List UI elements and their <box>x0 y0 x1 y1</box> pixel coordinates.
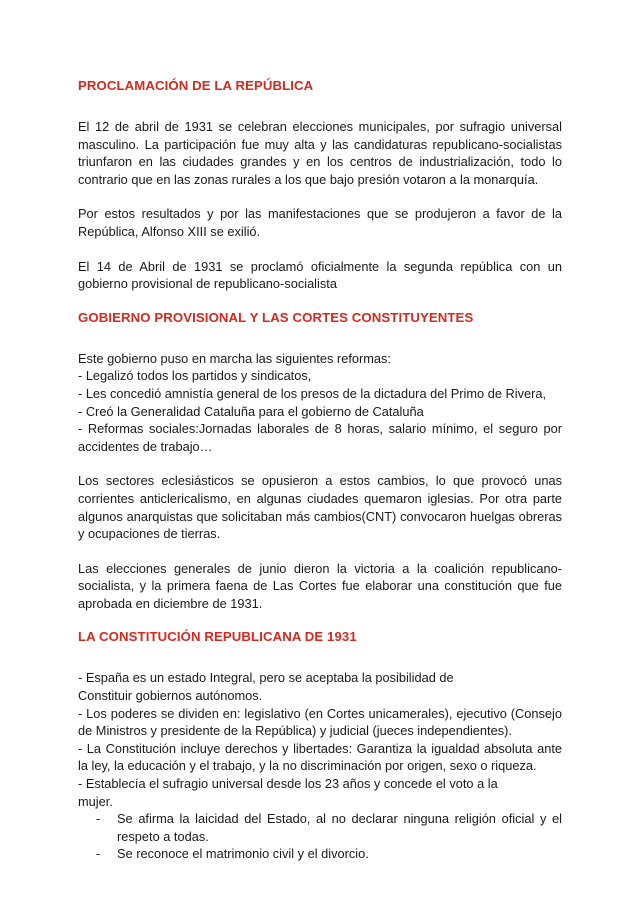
reforms-list <box>78 350 562 456</box>
heading-gobierno-provisional: GOBIERNO PROVISIONAL Y LAS CORTES CONSTITUYENTES <box>78 309 474 325</box>
dash-marker: - <box>96 846 101 862</box>
sublist-item-text: Se reconoce el matrimonio civil y el divorcio. <box>117 846 369 862</box>
reform-item: - Creó la Generalidad Cataluña para el gobierno de Cataluña <box>78 403 424 419</box>
sublist-item-text: Se afirma la laicidad del Estado, al no declarar ninguna religión oficial y el respeto a todas. <box>117 811 562 844</box>
paragraph-alfonso-exilio: Por estos resultados y por las manifestaciones que se produjeron a favor de la República, Alfonso XIII se exilió. <box>78 206 562 239</box>
sublist-item <box>78 845 562 863</box>
dash-marker: - <box>96 811 101 827</box>
reform-item: - Reformas sociales:Jornadas laborales de 8 horas, salario mínimo, el seguro por accidentes de trabajo… <box>78 421 562 454</box>
paragraph-sectores-eclesiasticos: Los sectores eclesiásticos se opusieron a estos cambios, lo que provocó unas corrientes anticlericalismo, en algunas ciudades quemaron iglesias. Por otra parte algunos anarquistas que solicitaban más cambios(CNT) convocaron huelgas obreras y ocupaciones de tierras. <box>78 473 562 542</box>
constitution-sublist <box>78 810 562 863</box>
sublist-item <box>78 810 562 845</box>
paragraph-elecciones-municipales: El 12 de abril de 1931 se celebran elecciones municipales, por sufragio universal masculino. La participación fue muy alta y las candidaturas republicano-socialistas triunfaron en las ciudades grandes y en los centros de industrialización, todo lo contrario que en las zonas rurales a los que bajo presión votaron a la monarquía. <box>78 119 562 187</box>
heading-constitucion: LA CONSTITUCIÓN REPUBLICANA DE 1931 <box>78 629 357 645</box>
constitution-line: - La Constitución incluye derechos y libertades: Garantiza la igualdad absoluta ante la ley, la educación y el trabajo, y la no discriminación por origen, sexo o riqueza. <box>78 740 562 774</box>
constitution-line: Constituir gobiernos autónomos. <box>78 688 263 704</box>
reform-item: - Legalizó todos los partidos y sindicatos, <box>78 368 312 384</box>
paragraph-elecciones-generales: Las elecciones generales de junio dieron la victoria a la coalición republicano-socialista, y la primera faena de Las Cortes fue elaborar una constitución que fue aprobada en diciembre de 1931. <box>78 560 562 611</box>
paragraph-proclamacion-oficial: El 14 de Abril de 1931 se proclamó oficialmente la segunda república con un gobierno provisional de republicano-socialista <box>78 258 562 292</box>
constitution-line: - Los poderes se dividen en: legislativo (en Cortes unicamerales), ejecutivo (Consejo de Ministros y presidente de la República) y judicial (jueces independientes). <box>78 705 562 739</box>
constitution-line: - España es un estado Integral, pero se aceptaba la posibilidad de <box>78 670 454 686</box>
reforms-intro: Este gobierno puso en marcha las siguientes reformas: <box>78 350 391 366</box>
constitution-line: - Establecía el sufragio universal desde los 23 años y concede el voto a la <box>78 776 498 792</box>
constitution-line: mujer. <box>78 793 113 809</box>
heading-proclamacion: PROCLAMACIÓN DE LA REPÚBLICA <box>78 78 314 93</box>
reform-item: - Les concedió amnistía general de los presos de la dictadura del Primo de Rivera, <box>78 385 547 401</box>
constitution-list <box>78 669 562 863</box>
